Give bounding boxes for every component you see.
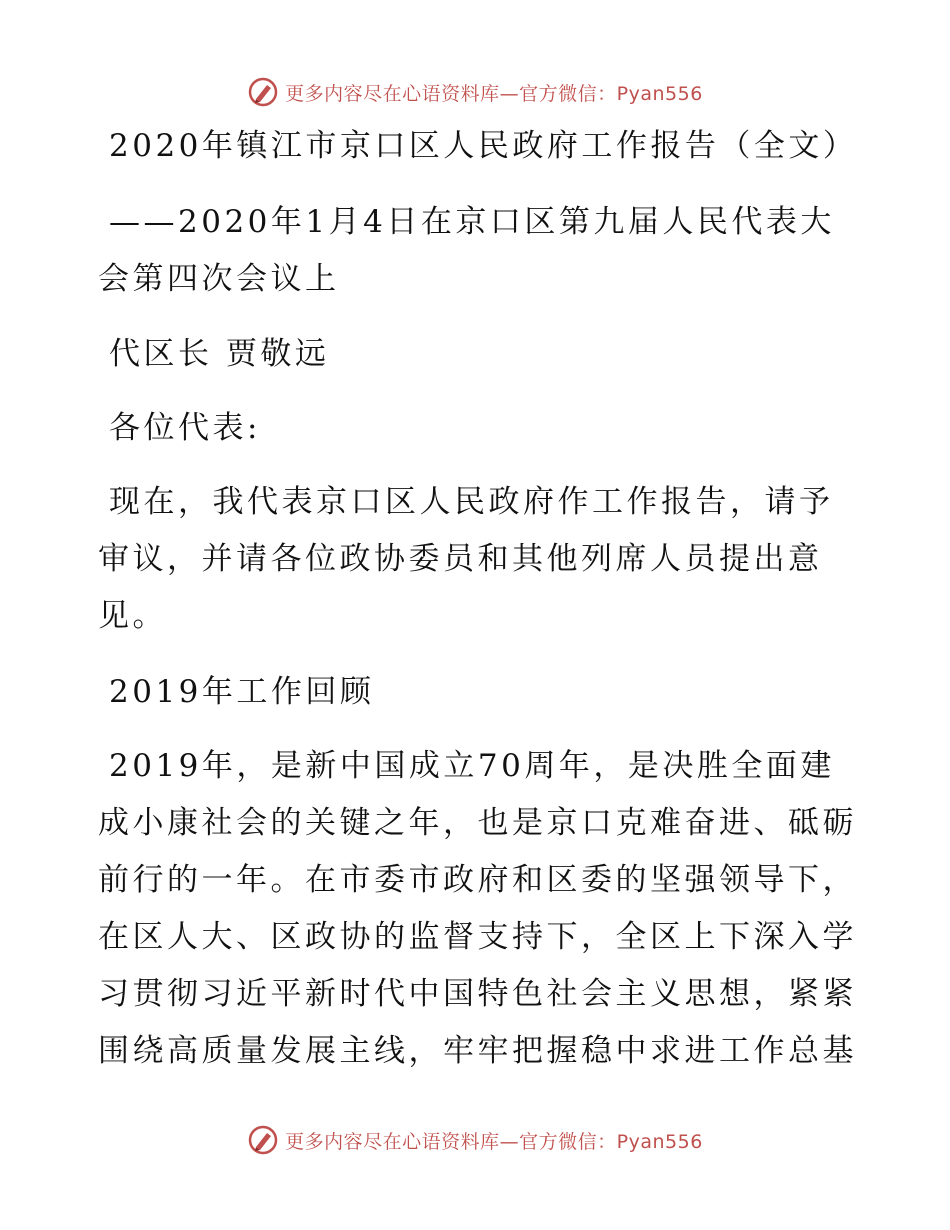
section-heading: 2019年工作回顾 — [109, 674, 375, 710]
document-salutation: 各位代表: — [109, 410, 261, 446]
header-watermark — [0, 72, 950, 112]
watermark-text: 更多内容尽在心语资料库—官方微信：Pyan556 — [285, 1130, 703, 1153]
watermark-text: 更多内容尽在心语资料库—官方微信：Pyan556 — [285, 82, 703, 105]
document-author: 代区长 贾敬远 — [109, 336, 330, 372]
document-paragraph: 2019年，是新中国成立70周年，是决胜全面建成小康社会的关键之年，也是京口克难奋进、砥砺前行的一年。在市委市政府和区委的坚强领导下，在区人大、区政协的监督支持下，全区上下深入学习贯彻习近平新时代中国特色社会主义思想，紧紧围绕高质量发展主线，牢牢把握稳中求进工作总基 — [98, 748, 857, 1069]
document-subtitle: ——2020年1月4日在京口区第九届人民代表大会第四次会议上 — [98, 204, 835, 297]
pen-circle-logo-icon — [247, 1124, 279, 1156]
footer-watermark — [0, 1120, 950, 1160]
document-intro: 现在，我代表京口区人民政府作工作报告，请予审议，并请各位政协委员和其他列席人员提出意见。 — [98, 484, 834, 634]
document-title: 2020年镇江市京口区人民政府工作报告（全文） — [109, 128, 858, 164]
pen-circle-logo-icon — [247, 76, 279, 108]
